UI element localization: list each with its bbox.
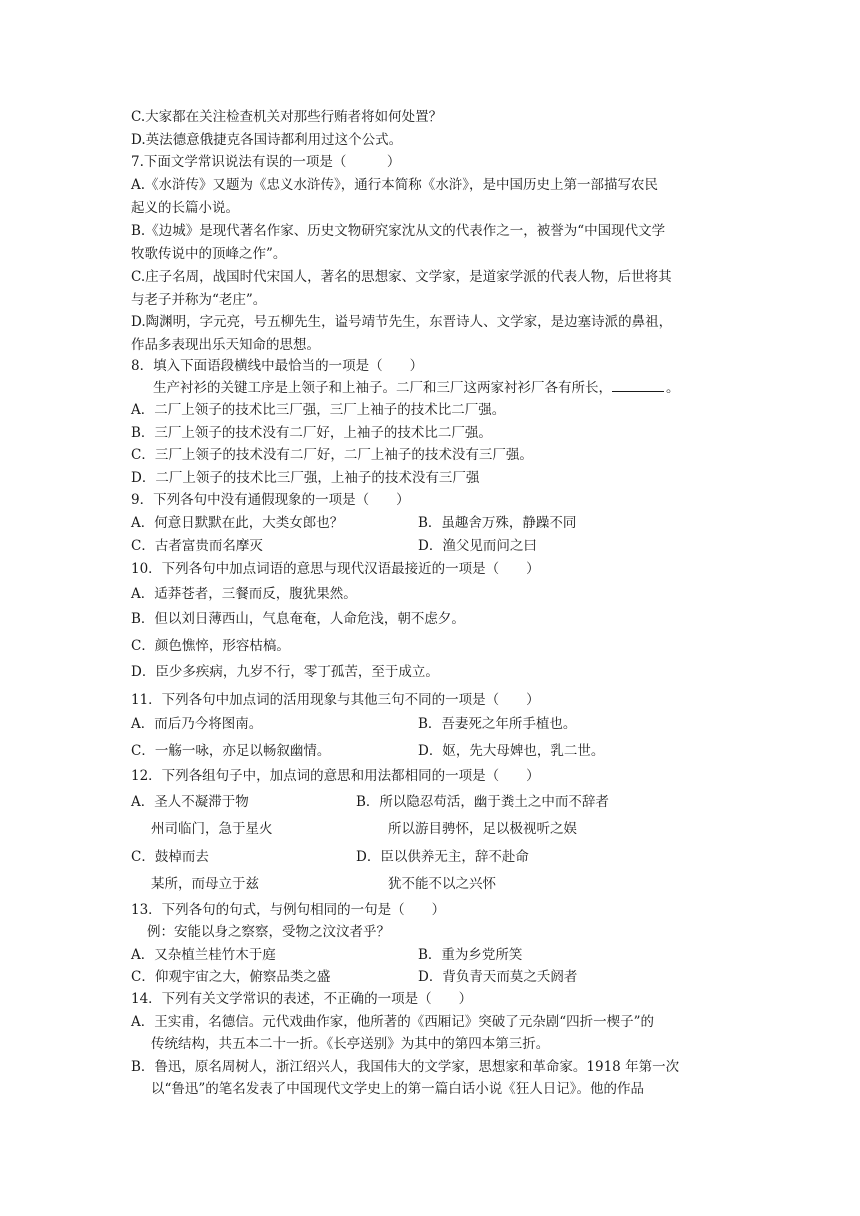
option-line: B．重为乡党所笑	[418, 947, 523, 963]
option-line: C．古者富贵而名摩灭	[131, 538, 263, 554]
passage-text: 生产衬衫的关键工序是上领子和上袖子。二厂和三厂这两家衬衫厂各有所长，	[153, 380, 612, 396]
option-line: 以“鲁迅”的笔名发表了中国现代文学史上的第一篇白话小说《狂人日记》。他的作品	[151, 1081, 645, 1097]
option-line: B．虽趣舍万殊，静躁不同	[418, 515, 577, 531]
question-9: 9．下列各句中没有通假现象的一项是（ ）	[131, 492, 410, 508]
option-line: B．吾妻死之年所手植也。	[418, 716, 577, 732]
option-line: C．三厂上领子的技术没有二厂好，二厂上袖子的技术没有三厂强。	[131, 447, 533, 463]
text-line: 与老子并称为“老庄”。	[131, 292, 267, 308]
option-line: C．鼓棹而去	[131, 849, 209, 865]
text-line: D.陶渊明，字元亮，号五柳先生，谥号靖节先生，东晋诗人、文学家，是边塞诗派的鼻祖，	[131, 314, 673, 330]
option-line: A．王实甫，名德信。元代戏曲作家，他所著的《西厢记》突破了元杂剧“四折一楔子”的	[131, 1014, 655, 1030]
text-line: 作品多表现出乐天知命的思想。	[131, 337, 320, 353]
option-line: D．臣少多疾病，九岁不行，零丁孤苦，至于成立。	[131, 664, 439, 680]
question-10: 10．下列各句中加点词语的意思与现代汉语最接近的一项是（ ）	[131, 561, 540, 577]
option-line: D．渔父见而问之曰	[418, 538, 537, 554]
question-12: 12．下列各组句子中，加点词的意思和用法都相同的一项是（ ）	[131, 768, 540, 784]
option-line: 某所，而母立于兹	[151, 876, 259, 892]
option-line: B．所以隐忍苟活，幽于粪土之中而不辞者	[356, 794, 609, 810]
text-line: C.庄子名周，战国时代宋国人，著名的思想家、文学家，是道家学派的代表人物，后世将其	[131, 269, 672, 285]
option-line: B．三厂上领子的技术没有二厂好，上袖子的技术比二厂强。	[131, 425, 492, 441]
answer-blank	[612, 379, 664, 392]
option-line: C．一觞一咏，亦足以畅叙幽情。	[131, 743, 331, 759]
question-13: 13．下列各句的句式，与例句相同的一句是（ ）	[131, 902, 446, 918]
text-line: B.《边城》是现代著名作家、历史文物研究家沈从文的代表作之一，被誉为“中国现代文学	[131, 223, 666, 239]
option-line: B．鲁迅，原名周树人，浙江绍兴人，我国伟大的文学家，思想家和革命家。1918 年第一次	[131, 1059, 680, 1075]
option-line: A．又杂植兰桂竹木于庭	[131, 947, 276, 963]
option-line: A．而后乃今将图南。	[131, 716, 263, 732]
option-line: 传统结构，共五本二十一折。《长亭送别》为其中的第四本第三折。	[151, 1036, 550, 1052]
text-line: D.英法德意俄捷克各国诗都利用过这个公式。	[131, 132, 403, 148]
option-line: D．臣以供养无主，辞不赴命	[356, 849, 529, 865]
option-line: C．仰观宇宙之大，俯察品类之盛	[131, 969, 331, 985]
text-line: 牧歌传说中的顶峰之作”。	[131, 246, 287, 262]
example-line: 例：安能以身之察察，受物之汶汶者乎？	[147, 924, 390, 940]
option-line: A．二厂上领子的技术比三厂强，三厂上袖子的技术比二厂强。	[131, 402, 506, 418]
option-line: D．二厂上领子的技术比三厂强，上袖子的技术没有三厂强	[131, 470, 480, 486]
text-line: C.大家都在关注检查机关对那些行贿者将如何处置？	[131, 109, 443, 125]
option-line: A．适莽苍者，三餐而反，腹犹果然。	[131, 586, 357, 602]
question-8: 8．填入下面语段横线中最恰当的一项是（ ）	[131, 358, 424, 374]
question-14: 14．下列有关文学常识的表述，不正确的一项是（ ）	[131, 991, 473, 1007]
option-line: 所以游目骋怀，足以极视听之娱	[388, 821, 577, 837]
question-7: 7.下面文学常识说法有误的一项是（ ）	[131, 154, 401, 170]
text-line: 起义的长篇小说。	[131, 200, 239, 216]
option-line: D．背负青天而莫之夭阏者	[418, 969, 578, 985]
option-line: B．但以刘日薄西山，气息奄奄，人命危浅，朝不虑夕。	[131, 611, 465, 627]
option-line: 州司临门，急于星火	[151, 821, 273, 837]
option-line: A．何意日默默在此，大类女郎也？	[131, 515, 344, 531]
passage-line	[153, 379, 680, 397]
text-line: A.《水浒传》又题为《忠义水浒传》，通行本简称《水浒》，是中国历史上第一部描写农民	[131, 177, 659, 193]
passage-end: 。	[666, 380, 680, 396]
option-line: D．妪，先大母婢也，乳二世。	[418, 743, 605, 759]
option-line: 犹不能不以之兴怀	[388, 876, 496, 892]
option-line: A．圣人不凝滞于物	[131, 794, 249, 810]
question-11: 11．下列各句中加点词的活用现象与其他三句不同的一项是（ ）	[131, 692, 540, 708]
option-line: C．颜色憔悴，形容枯槁。	[131, 638, 290, 654]
